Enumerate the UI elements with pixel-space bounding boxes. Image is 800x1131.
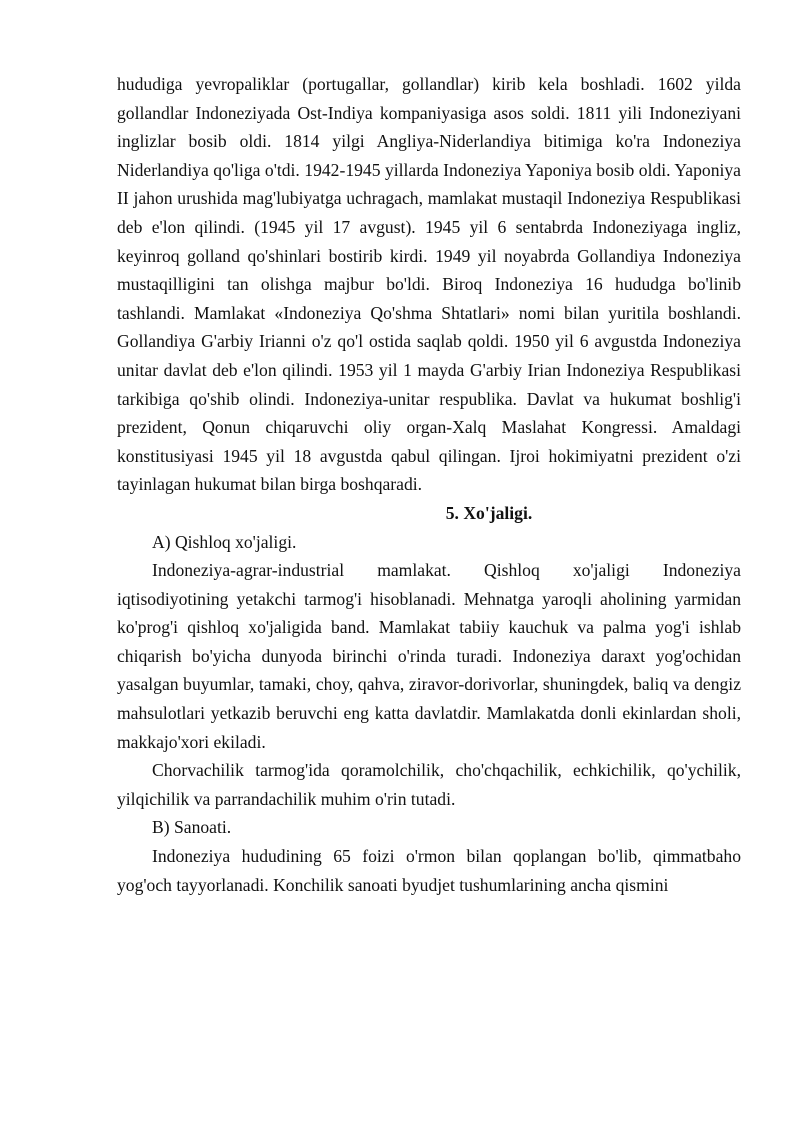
subheading-industry: B) Sanoati. <box>152 817 232 838</box>
paragraph-agriculture: Indoneziya-agrar-industrial mamlakat. Qishloq xo'jaligi Indoneziya iqtisodiyotining yetakchi tarmog'i hisoblanadi. Mehnatga yaroqli aholining yarmidan ko'prog'i qishloq xo'jaligida band. Mamlakat tabiiy kauchuk va palma yog'i ishlab chiqarish bo'yicha dunyoda birinchi o'rinda turadi. Indoneziya daraxt yog'ochidan yasalgan buyumlar, tamaki, choy, qahva, ziravor-dorivorlar, shuningdek, baliq va dengiz mahsulotlari yetkazib beruvchi eng katta davlatdir. Mamlakatda donli ekinlardan sholi, makkajo'xori ekiladi. <box>117 560 741 752</box>
paragraph-history: hududiga yevropaliklar (portugallar, gollandlar) kirib kela boshladi. 1602 yilda gollandlar Indoneziyada Ost-Indiya kompaniyasiga asos soldi. 1811 yili Indoneziyani inglizlar bosib oldi. 1814 yilgi Angliya-Niderlandiya bitimiga ko'ra Indoneziya Niderlandiya qo'liga o'tdi. 1942-1945 yillarda Indoneziya Yaponiya bosib oldi. Yaponiya II jahon urushida mag'lubiyatga uchragach, mamlakat mustaqil Indoneziya Respublikasi deb e'lon qilindi. (1945 yil 17 avgust). 1945 yil 6 sentabrda Indoneziyaga ingliz, keyinroq golland qo'shinlari bostirib kirdi. 1949 yil noyabrda Gollandiya Indoneziya mustaqilligini tan olishga majbur bo'ldi. Biroq Indoneziya 16 hududga bo'linib tashlandi. Mamlakat «Indoneziya Qo'shma Shtatlari» nomi bilan yuritila boshlandi. Gollandiya G'arbiy Irianni o'z qo'l ostida saqlab qoldi. 1950 yil 6 avgustda Indoneziya unitar davlat deb e'lon qilindi. 1953 yil 1 mayda G'arbiy Irian Indoneziya Respublikasi tarkibiga qo'shib olindi. Indoneziya-unitar respublika. Davlat va hukumat boshlig'i prezident, Qonun chiqaruvchi oliy organ-Xalq Maslahat Kongressi. Amaldagi konstitusiyasi 1945 yil 18 avgustda qabul qilingan. Ijroi hokimiyatni prezident o'zi tayinlagan hukumat bilan birga boshqaradi. <box>117 74 741 495</box>
document-page <box>117 70 741 899</box>
subheading-agriculture: A) Qishloq xo'jaligi. <box>152 531 297 552</box>
section-heading-economy: 5. Xo'jaligi. <box>445 502 533 523</box>
paragraph-industry: Indoneziya hududining 65 foizi o'rmon bilan qoplangan bo'lib, qimmatbaho yog'och tayyorlanadi. Konchilik sanoati byudjet tushumlarining ancha qismini <box>117 846 741 895</box>
paragraph-livestock: Chorvachilik tarmog'ida qoramolchilik, cho'chqachilik, echkichilik, qo'ychilik, yilqichilik va parrandachilik muhim o'rin tutadi. <box>117 760 741 809</box>
